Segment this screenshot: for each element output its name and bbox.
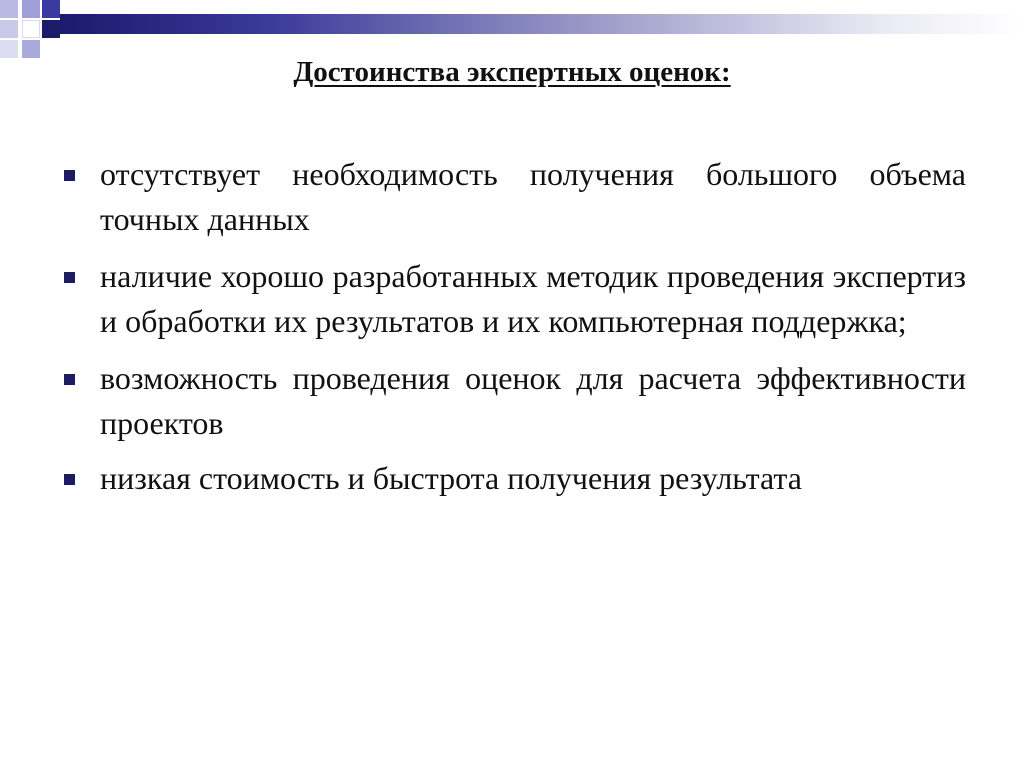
square-bullet-icon <box>64 272 75 283</box>
decor-square <box>0 0 18 18</box>
decor-square <box>0 20 18 38</box>
bullet-list <box>62 152 966 513</box>
slide-title <box>0 52 1024 92</box>
bullet-text: низкая стоимость и быстрота получения результата <box>100 460 802 496</box>
bullet-item <box>62 254 966 344</box>
square-bullet-icon <box>64 170 75 181</box>
header-gradient-band <box>60 14 1024 34</box>
bullet-text: отсутствует необходимость получения большого объема точных данных <box>100 156 966 237</box>
bullet-item <box>62 152 966 242</box>
decor-square <box>22 0 40 18</box>
bullet-text: наличие хорошо разработанных методик проведения экспертиз и обработки их результатов и их компьютерная поддержка; <box>100 258 966 339</box>
bullet-item <box>62 456 966 501</box>
square-bullet-icon <box>64 374 75 385</box>
decor-square <box>42 0 60 18</box>
square-bullet-icon <box>64 474 75 485</box>
decor-square <box>42 20 60 38</box>
bullet-text: возможность проведения оценок для расчета эффективности проектов <box>100 360 966 441</box>
decor-square <box>22 20 40 38</box>
bullet-item <box>62 356 966 446</box>
slide-title-text: Достоинства экспертных оценок: <box>293 56 731 88</box>
